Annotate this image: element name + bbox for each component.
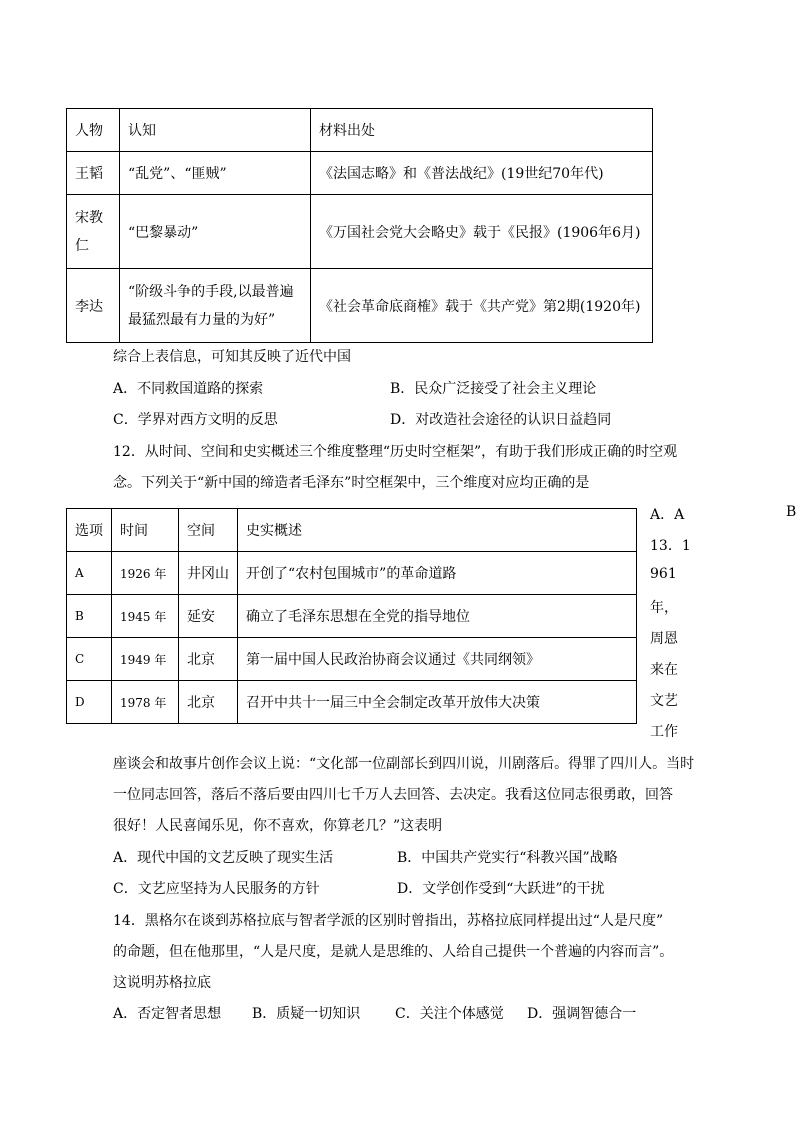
table-header-row: [67, 109, 653, 152]
q13-side-text: 周恩: [650, 631, 678, 647]
table-cell: 《万国社会党大会略史》载于《民报》(1906年6月): [311, 195, 653, 269]
q14-option-d: D．强调智德合一: [527, 1006, 637, 1022]
cognition-table: [66, 108, 653, 343]
question-12-line2: 念。下列关于“新中国的缔造者毛泽东”时空框架中，三个维度对应均正确的是: [113, 475, 590, 491]
table-header-cell: 人物: [67, 109, 120, 152]
table-row: [67, 195, 653, 269]
table-row: [67, 595, 637, 638]
q11-option-d: D．对改造社会途径的认识日益趋同: [390, 412, 612, 428]
question-14-line2: 的命题，但在他那里，“人是尺度，是就人是思维的、人给自己提供一个普遍的内容而言”。: [113, 944, 674, 960]
table-cell: 北京: [179, 638, 238, 681]
q13-option-c: C．文艺应坚持为人民服务的方针: [113, 881, 320, 897]
q13-side-text: 年，: [650, 600, 678, 616]
table-header-row: [67, 509, 637, 552]
table-row: [67, 681, 637, 724]
table-cell: 确立了毛泽东思想在全党的指导地位: [238, 595, 637, 638]
q14-option-c: C．关注个体感觉: [395, 1006, 504, 1022]
question-13-line1: 座谈会和故事片创作会议上说：“文化部一位副部长到四川说，川剧落后。得罪了四川人。当时: [113, 756, 695, 772]
question-14-line1: 14．黑格尔在谈到苏格拉底与智者学派的区别时曾指出，苏格拉底同样提出过“人是尺度”: [113, 913, 664, 929]
table-row: [67, 152, 653, 195]
table-cell: “阶级斗争的手段,以最普遍 最猛烈最有力量的为好”: [120, 269, 311, 343]
table-cell: A: [67, 552, 112, 595]
table-cell: B: [67, 595, 112, 638]
table-cell: 《社会革命底商榷》载于《共产党》第2期(1920年): [311, 269, 653, 343]
table-row: [67, 269, 653, 343]
q13-side-text: 文艺: [650, 693, 678, 709]
table-cell: 宋教 仁: [67, 195, 120, 269]
q13-option-b: B．中国共产党实行“科教兴国”战略: [397, 850, 618, 866]
question-13-line2: 一位同志回答，落后不落后要由四川七千万人去回答、去决定。我看这位同志很勇敢，回答: [113, 787, 673, 803]
question-14-line3: 这说明苏格拉底: [113, 975, 211, 991]
q11-option-a: A．不同救国道路的探索: [113, 381, 264, 397]
table-cell: 北京: [179, 681, 238, 724]
table-row: [67, 638, 637, 681]
q12-side-option-b: B: [786, 504, 796, 520]
table-cell: C: [67, 638, 112, 681]
table-header-cell: 空间: [179, 509, 238, 552]
table-header-cell: 材料出处: [311, 109, 653, 152]
q13-side-text: 来在: [650, 662, 678, 678]
q13-option-a: A．现代中国的文艺反映了现实生活: [113, 850, 334, 866]
table-cell: “乱党”、“匪贼”: [120, 152, 311, 195]
q11-option-b: B．民众广泛接受了社会主义理论: [390, 381, 597, 397]
q14-option-b: B．质疑一切知识: [252, 1006, 361, 1022]
table-cell: 第一届中国人民政治协商会议通过《共同纲领》: [238, 638, 637, 681]
question-12-line1: 12．从时间、空间和史实概述三个维度整理“历史时空框架”，有助于我们形成正确的时空观: [113, 444, 678, 460]
table-cell: D: [67, 681, 112, 724]
timeline-table: [66, 508, 637, 724]
table-header-cell: 时间: [112, 509, 179, 552]
table-cell: 1978 年: [112, 681, 179, 724]
table-cell: 1949 年: [112, 638, 179, 681]
table-cell: 1945 年: [112, 595, 179, 638]
table-cell: 延安: [179, 595, 238, 638]
q11-option-c: C．学界对西方文明的反思: [113, 412, 278, 428]
table-cell: 李达: [67, 269, 120, 343]
table-header-cell: 史实概述: [238, 509, 637, 552]
table-row: [67, 552, 637, 595]
question-13-line3: 很好！人民喜闻乐见，你不喜欢，你算老几？”这表明: [113, 818, 443, 834]
q12-side-option-a: A．A: [650, 507, 685, 523]
table-header-cell: 选项: [67, 509, 112, 552]
table-cell: 开创了“农村包围城市”的革命道路: [238, 552, 637, 595]
q13-side-text: 961: [650, 566, 677, 582]
table-cell: 王韬: [67, 152, 120, 195]
q14-option-a: A．否定智者思想: [113, 1006, 222, 1022]
table-header-cell: 认知: [120, 109, 311, 152]
table-cell: 召开中共十一届三中全会制定改革开放伟大决策: [238, 681, 637, 724]
q13-side-text: 13．1: [650, 538, 691, 554]
table-cell: 1926 年: [112, 552, 179, 595]
table-cell: 《法国志略》和《普法战纪》(19世纪70年代): [311, 152, 653, 195]
table-cell: “巴黎暴动”: [120, 195, 311, 269]
question-11-stem: 综合上表信息，可知其反映了近代中国: [113, 349, 351, 365]
q13-option-d: D．文学创作受到“大跃进”的干扰: [397, 881, 605, 897]
q13-side-text: 工作: [650, 724, 678, 740]
table-cell: 井冈山: [179, 552, 238, 595]
